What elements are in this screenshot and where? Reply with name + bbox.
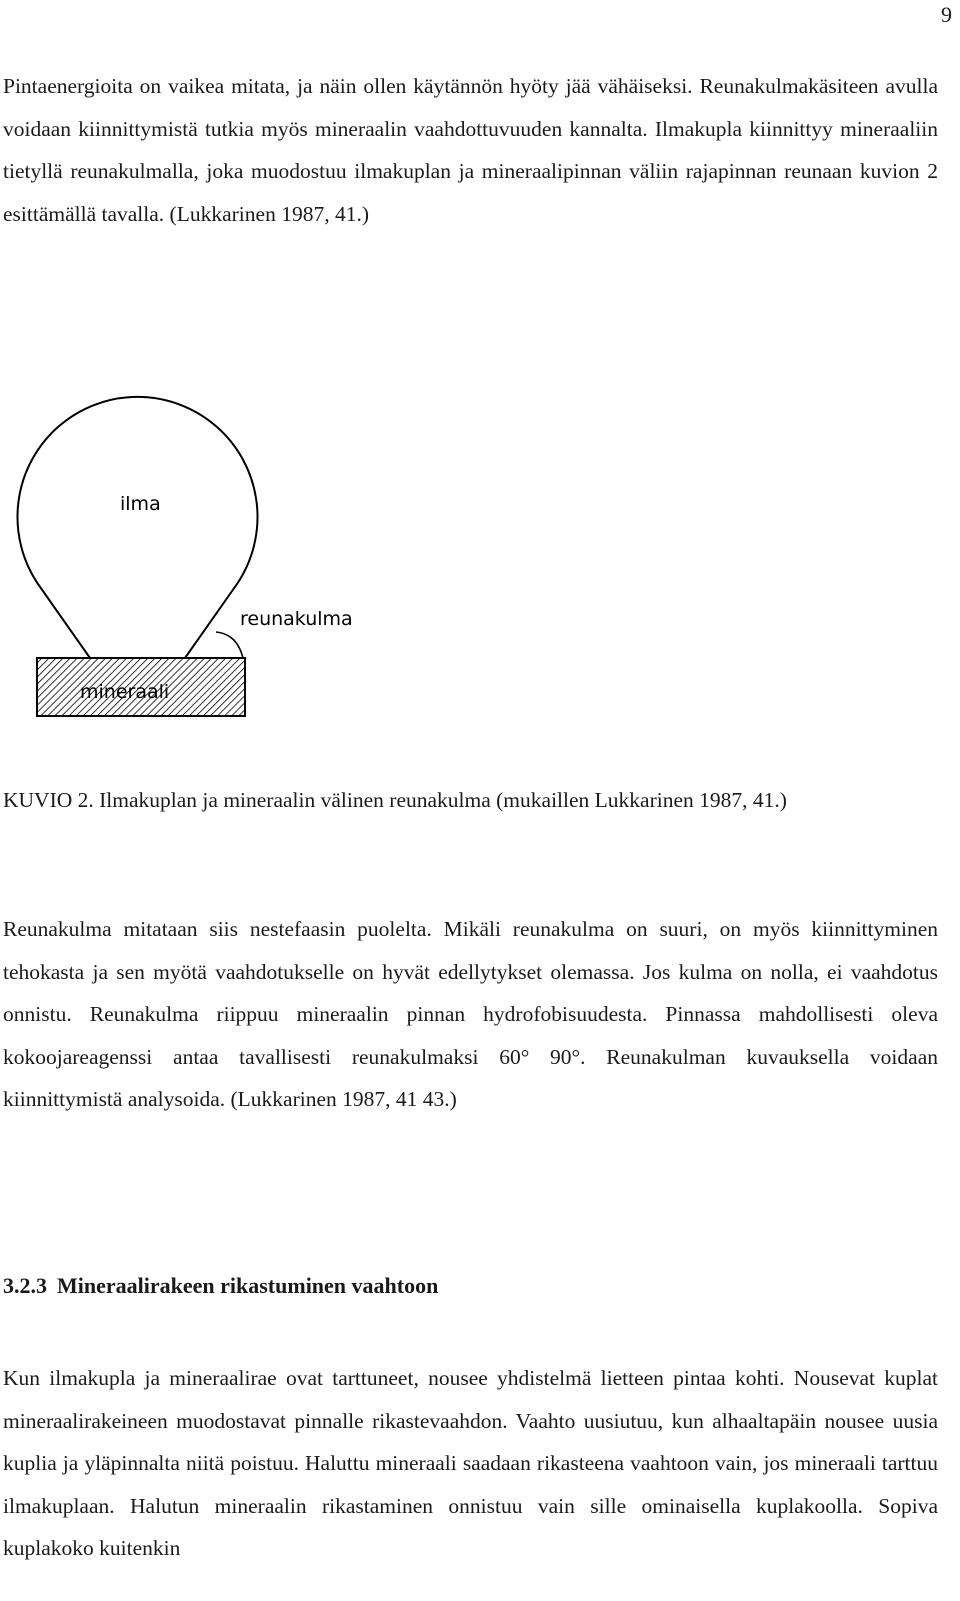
section-number: 3.2.3 [3,1273,47,1298]
section-heading [3,1266,438,1306]
label-contact-angle: reunakulma [240,608,353,630]
label-air: ilma [120,493,161,515]
paragraph-contact-angle-intro: Pintaenergioita on vaikea mitata, ja näin ollen käytännön hyöty jää vähäiseksi. Reunakulmakäsiteen avulla voidaan kiinnittymistä tutkia myös mineraalin vaahdottuvuuden kannalta. Ilmakupla kiinnittyy mineraaliin tietyllä reunakulmalla, joka muodostuu ilmakuplan ja mineraalipinnan väliin rajapinnan reunaan kuvion 2 esittämällä tavalla. (Lukkarinen 1987, 41.) [3,74,938,226]
label-mineral: mineraali [80,681,170,703]
paragraph-contact-angle-measurement: Reunakulma mitataan siis nestefaasin puolelta. Mikäli reunakulma on suuri, on myös kiinnittyminen tehokasta ja sen myötä vaahdotukselle on hyvät edellytykset olemassa. Jos kulma on nolla, ei vaahdotus onnistu. Reunakulma riippuu mineraalin pinnan hydrofobisuudesta. Pinnassa mahdollisesti oleva kokoojareagenssi antaa tavallisesti reunakulmaksi 60° 90°. Reunakulman kuvauksella voidaan kiinnittymistä analysoida. (Lukkarinen 1987, 41 43.) [3,917,938,1111]
paragraph-froth-enrichment: Kun ilmakupla ja mineraalirae ovat tarttuneet, nousee yhdistelmä lietteen pintaa kohti. Nousevat kuplat mineraalirakeineen muodostavat pinnalle rikastevaahdon. Vaahto uusiutuu, kun alhaaltapäin nousee uusia kuplia ja yläpinnalta niitä poistuu. Haluttu mineraali saadaan rikasteena vaahtoon vain, jos mineraali tarttuu ilmakuplaan. Halutun mineraalin rikastaminen onnistuu vain sille ominaisella kuplakoolla. Sopiva kuplakoko kuitenkin [3,1366,938,1560]
contact-angle-arc [216,632,243,658]
air-bubble-outline [18,397,258,658]
page-number: 9 [941,2,952,27]
figure-caption: KUVIO 2. Ilmakuplan ja mineraalin välinen reunakulma (mukaillen Lukkarinen 1987, 41.) [3,788,787,812]
contact-angle-figure [0,360,420,730]
section-title: Mineraalirakeen rikastuminen vaahtoon [57,1273,439,1298]
